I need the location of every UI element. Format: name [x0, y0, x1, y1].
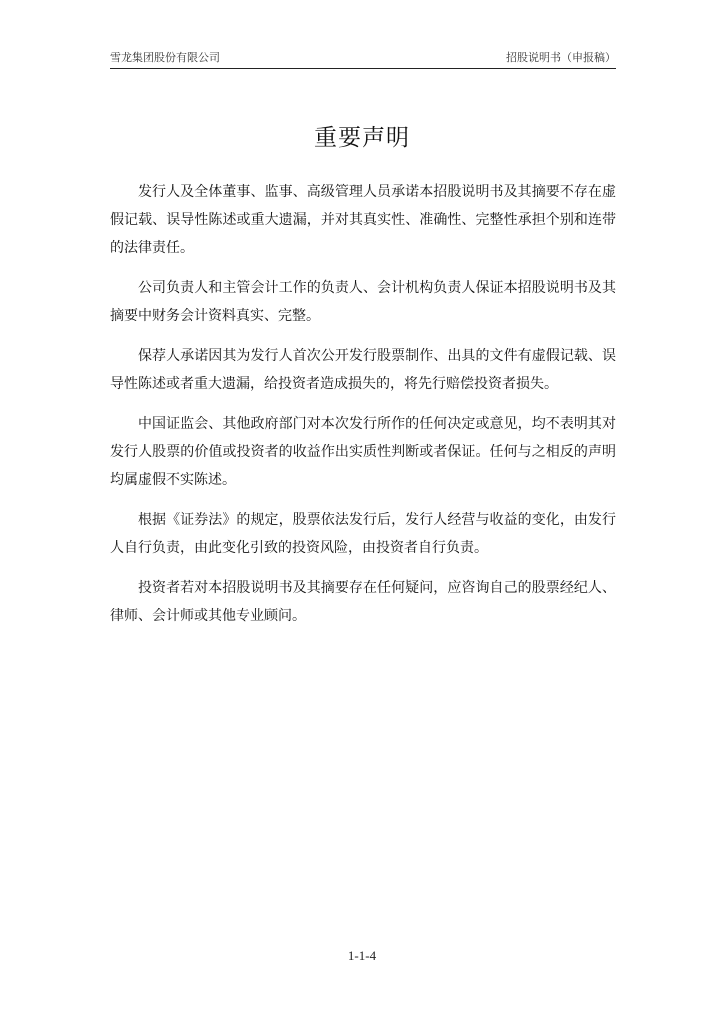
declaration-body	[110, 178, 616, 642]
paragraph-2: 公司负责人和主管会计工作的负责人、会计机构负责人保证本招股说明书及其摘要中财务会计资料真实、完整。	[110, 280, 616, 324]
page-title: 重要声明	[314, 125, 410, 151]
page-header	[110, 50, 616, 69]
header-company-name: 雪龙集团股份有限公司	[110, 51, 220, 64]
page-number: 1-1-4	[347, 948, 377, 963]
paragraph-3: 保荐人承诺因其为发行人首次公开发行股票制作、出具的文件有虚假记载、误导性陈述或者重大遗漏，给投资者造成损失的，将先行赔偿投资者损失。	[110, 348, 616, 392]
paragraph-5: 根据《证券法》的规定，股票依法发行后，发行人经营与收益的变化，由发行人自行负责，由此变化引致的投资风险，由投资者自行负责。	[110, 512, 616, 556]
paragraph-4: 中国证监会、其他政府部门对本次发行所作的任何决定或意见，均不表明其对发行人股票的价值或投资者的收益作出实质性判断或者保证。任何与之相反的声明均属虚假不实陈述。	[110, 416, 616, 488]
paragraph-1: 发行人及全体董事、监事、高级管理人员承诺本招股说明书及其摘要不存在虚假记载、误导性陈述或重大遗漏，并对其真实性、准确性、完整性承担个别和连带的法律责任。	[110, 184, 616, 256]
header-document-type: 招股说明书（申报稿）	[506, 51, 616, 64]
paragraph-6: 投资者若对本招股说明书及其摘要存在任何疑问，应咨询自己的股票经纪人、律师、会计师或其他专业顾问。	[110, 580, 616, 624]
